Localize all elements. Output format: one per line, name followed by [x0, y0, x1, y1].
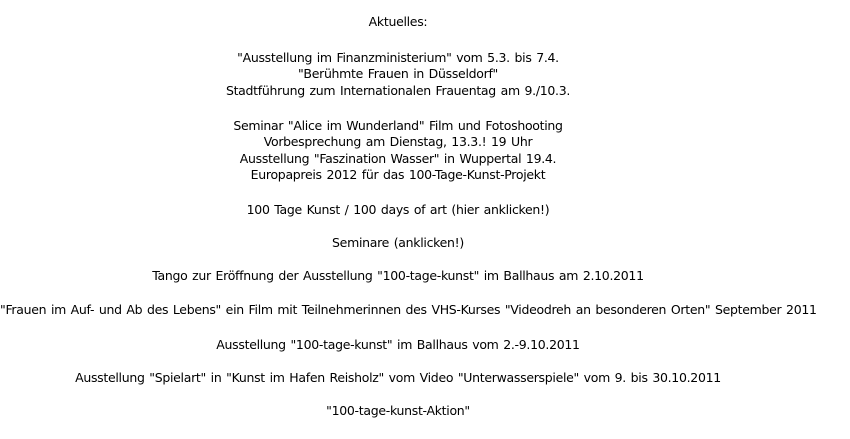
news-item-faszination-wasser: Ausstellung "Faszination Wasser" in Wuppertal 19.4.: [239, 151, 557, 166]
link-100-tage-kunst[interactable]: 100 Tage Kunst / 100 days of art (hier anklicken!): [246, 202, 550, 217]
news-item-stadtfuehrung: Stadtführung zum Internationalen Frauentag am 9./10.3.: [225, 83, 571, 98]
news-item-finanzministerium: "Ausstellung im Finanzministerium" vom 5.3. bis 7.4.: [237, 50, 559, 65]
link-100-tage-kunst-aktion[interactable]: "100-tage-kunst-Aktion": [326, 403, 470, 418]
news-item-beruehmte-frauen: "Berühmte Frauen in Düsseldorf": [297, 66, 498, 81]
news-item-seminar-alice: Seminar "Alice im Wunderland" Film und Fotoshooting: [233, 118, 563, 133]
news-item-vorbesprechung: Vorbesprechung am Dienstag, 13.3.! 19 Uhr: [263, 134, 533, 149]
news-item-europapreis: Europapreis 2012 für das 100-Tage-Kunst-Projekt: [250, 167, 546, 182]
news-heading: Aktuelles:: [368, 14, 428, 29]
link-tango[interactable]: Tango zur Eröffnung der Ausstellung "100-tage-kunst" im Ballhaus am 2.10.2011: [152, 268, 644, 283]
link-spielart[interactable]: Ausstellung "Spielart" in "Kunst im Hafen Reisholz" vom Video "Unterwasserspiele" vom 9. bis 30.10.2011: [75, 370, 721, 385]
link-frauen-film[interactable]: "Frauen im Auf- und Ab des Lebens" ein Film mit Teilnehmerinnen des VHS-Kurses "Videodreh an besonderen Orten" September 2011: [0, 302, 817, 317]
link-ausstellung-ballhaus[interactable]: Ausstellung "100-tage-kunst" im Ballhaus vom 2.-9.10.2011: [216, 337, 580, 352]
link-seminare[interactable]: Seminare (anklicken!): [332, 235, 464, 250]
